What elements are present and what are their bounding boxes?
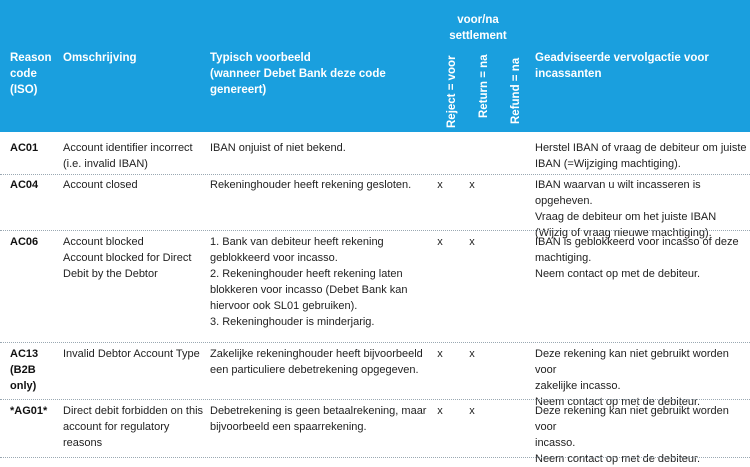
reject-mark: x: [437, 405, 443, 417]
text-line: Debetrekening is geen betaalrekening, maar: [210, 405, 427, 417]
reason-code: [10, 346, 38, 394]
header-refund: Refund = na: [510, 57, 522, 124]
text-line: bijvoorbeeld een spaarrekening.: [210, 421, 367, 433]
text-line: 2. Rekeninghouder heeft rekening laten: [210, 268, 403, 280]
text-line: reasons: [63, 437, 103, 449]
row-divider: [0, 399, 750, 400]
reject-mark: x: [437, 179, 443, 191]
actie-cell: [535, 346, 750, 410]
header-text: incassanten: [535, 68, 602, 80]
reject-mark: x: [437, 236, 443, 248]
text-line: Deze rekening kan niet gebruikt worden voor: [535, 348, 729, 376]
reason-code: [10, 234, 38, 250]
row-divider: [0, 457, 750, 458]
text-line: geblokkeerd voor incasso.: [210, 252, 338, 264]
return-mark: x: [469, 405, 475, 417]
text-line: 3. Rekeninghouder is minderjarig.: [210, 316, 375, 328]
reason-code: [10, 403, 47, 419]
header-text: Typisch voorbeeld: [210, 52, 311, 64]
header-return: Return = na: [478, 54, 490, 118]
text-line: zakelijke incasso.: [535, 380, 621, 392]
voorbeeld-cell: [210, 403, 426, 435]
reason-code: [10, 140, 38, 156]
row-divider: [0, 174, 750, 175]
text-line: 1. Bank van debiteur heeft rekening: [210, 236, 384, 248]
header-text: genereert): [210, 84, 267, 96]
voorbeeld-cell: [210, 346, 423, 378]
text-line: Account identifier incorrect: [63, 142, 193, 154]
header-omschrijving: Omschrijving: [63, 52, 137, 64]
text-line: Vraag de debiteur om het juiste IBAN: [535, 211, 717, 223]
omschrijving-cell: [63, 140, 193, 172]
actie-cell: [535, 177, 750, 241]
text-line: IBAN waarvan u wilt incasseren is opgeheven.: [535, 179, 701, 207]
text-line: (i.e. invalid IBAN): [63, 158, 148, 170]
header-text: (wanneer Debet Bank deze code: [210, 68, 386, 80]
code-line: AC01: [10, 142, 39, 154]
header-vervolgactie: [535, 50, 709, 82]
header-text: settlement: [449, 30, 507, 42]
text-line: Account blocked: [63, 236, 144, 248]
text-line: een particuliere debetrekening opgegeven.: [210, 364, 419, 376]
omschrijving-cell: [63, 177, 138, 193]
text-line: Debit by the Debtor: [63, 268, 158, 280]
header-typisch-voorbeeld: [210, 50, 386, 98]
voorbeeld-cell: [210, 177, 411, 193]
header-text: Geadviseerde vervolgactie voor: [535, 52, 709, 64]
header-text: Reason: [10, 52, 52, 64]
omschrijving-cell: [63, 346, 200, 362]
header-reason-code: [10, 50, 52, 98]
text-line: account for regulatory: [63, 421, 170, 433]
code-line: AC06: [10, 236, 39, 248]
text-line: Account closed: [63, 179, 138, 191]
text-line: Neem contact op met de debiteur.: [535, 453, 701, 465]
text-line: IBAN is geblokkeerd voor incasso of deze: [535, 236, 739, 248]
return-mark: x: [469, 179, 475, 191]
header-text: code: [10, 68, 37, 80]
text-line: Herstel IBAN of vraag de debiteur om juiste: [535, 142, 747, 154]
header-settlement: [430, 12, 526, 44]
header-reject: Reject = voor: [446, 55, 458, 128]
text-line: blokkeren voor incasso (Debet Bank kan: [210, 284, 408, 296]
code-line: only): [10, 380, 37, 392]
code-line: (B2B: [10, 364, 36, 376]
reason-code: [10, 177, 38, 193]
header-text: voor/na: [457, 14, 499, 26]
text-line: Account blocked for Direct: [63, 252, 192, 264]
return-mark: x: [469, 348, 475, 360]
actie-cell: [535, 140, 747, 172]
text-line: hiervoor ook SL01 gebruiken).: [210, 300, 358, 312]
reject-mark: x: [437, 348, 443, 360]
text-line: Rekeninghouder heeft rekening gesloten.: [210, 179, 412, 191]
omschrijving-cell: [63, 403, 203, 451]
text-line: Neem contact op met de debiteur.: [535, 396, 701, 408]
row-divider: [0, 230, 750, 231]
header-text: (ISO): [10, 84, 38, 96]
text-line: Direct debit forbidden on this: [63, 405, 204, 417]
text-line: (Wijzig of vraag nieuwe machtiging).: [535, 227, 712, 239]
row-divider: [0, 342, 750, 343]
code-line: AC04: [10, 179, 39, 191]
text-line: machtiging.: [535, 252, 592, 264]
text-line: Zakelijke rekeninghouder heeft bijvoorbeeld: [210, 348, 423, 360]
voorbeeld-cell: [210, 140, 346, 156]
text-line: incasso.: [535, 437, 576, 449]
return-mark: x: [469, 236, 475, 248]
text-line: Invalid Debtor Account Type: [63, 348, 200, 360]
text-line: Deze rekening kan niet gebruikt worden voor: [535, 405, 729, 433]
text-line: Neem contact op met de debiteur.: [535, 268, 701, 280]
omschrijving-cell: [63, 234, 191, 282]
code-line: AC13: [10, 348, 39, 360]
text-line: IBAN (=Wijziging machtiging).: [535, 158, 681, 170]
voorbeeld-cell: [210, 234, 408, 330]
text-line: IBAN onjuist of niet bekend.: [210, 142, 346, 154]
table-header: [0, 0, 750, 132]
code-line: *AG01*: [10, 405, 48, 417]
actie-cell: [535, 234, 739, 282]
